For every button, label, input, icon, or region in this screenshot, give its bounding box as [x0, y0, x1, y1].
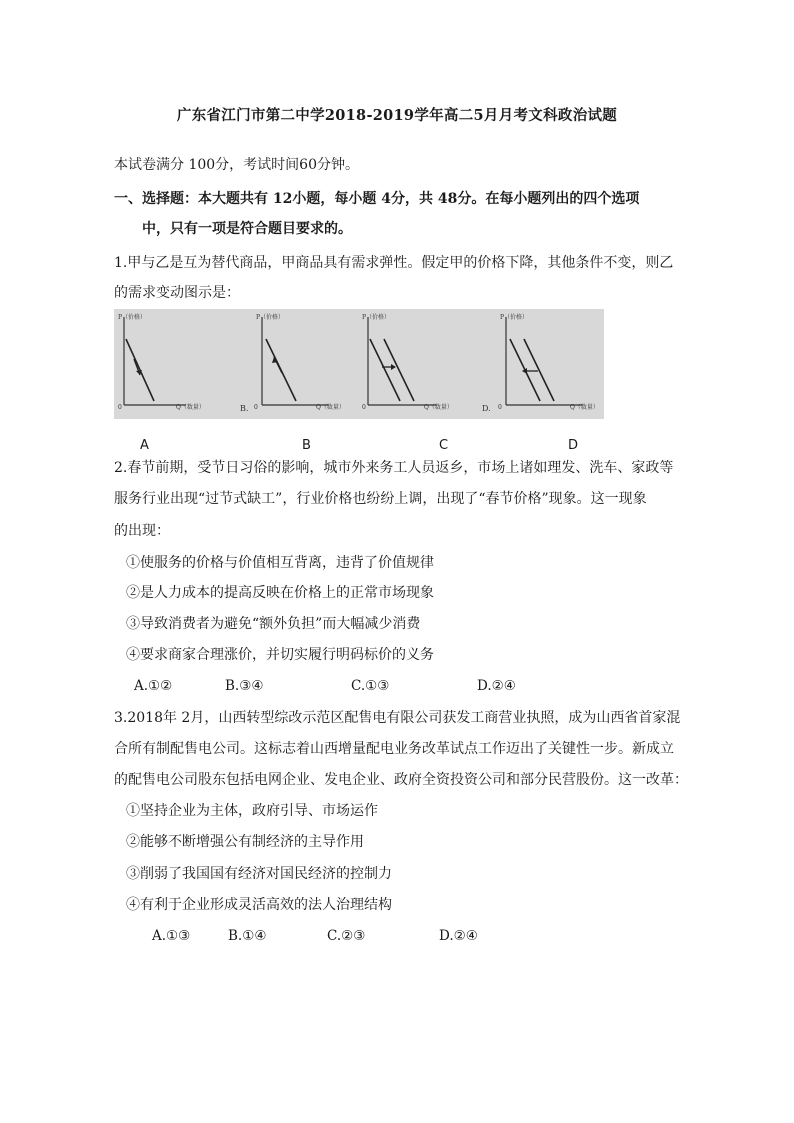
q2-option-d: D.②④ — [477, 678, 516, 694]
q1-line2: 的需求变动图示是： — [114, 285, 240, 301]
q3-option-b: B.①④ — [228, 928, 267, 944]
graph-c-q-axis: Q（数量） — [424, 404, 453, 411]
q3-option-d: D.②④ — [439, 928, 478, 944]
section1-heading-line1: 一、选择题：本大题共有 12小题，每小题 4分，共 48分。在每小题列出的四个选项 — [114, 191, 640, 207]
graph-b-p-axis: P（价格） — [256, 314, 285, 321]
page-title: 广东省江门市第二中学2018-2019学年高二5月月考文科政治试题 — [176, 107, 618, 124]
q2-item-4: ④要求商家合理涨价，并切实履行明码标价的义务 — [126, 647, 434, 663]
q1-graph-d — [482, 309, 604, 419]
q2-option-b: B.③④ — [225, 678, 264, 694]
graph-c-origin: 0 — [362, 404, 366, 411]
q3-item-3: ③削弱了我国国有经济对国民经济的控制力 — [126, 866, 392, 882]
q2-line1: 2.春节前期，受节日习俗的影响，城市外来务工人员返乡，市场上诸如理发、洗车、家政等 — [114, 460, 674, 476]
q1-graph-c — [358, 309, 480, 419]
q1-figure-label-b: B — [302, 438, 311, 453]
q3-line2: 合所有制配售电公司。这标志着山西增量配电业务改革试点工作迈出了关键性一步。新成立 — [114, 741, 674, 757]
q3-item-2: ②能够不断增强公有制经济的主导作用 — [126, 834, 364, 850]
graph-a-q-axis: Q（数量） — [176, 404, 205, 411]
q1-graph-a — [114, 309, 236, 419]
q2-option-c: C.①③ — [351, 678, 390, 694]
graph-b-origin: 0 — [254, 404, 258, 411]
intro-text: 本试卷满分 100分，考试时间60分钟。 — [114, 157, 359, 173]
q2-item-2: ②是人力成本的提高反映在价格上的正常市场现象 — [126, 585, 434, 601]
q1-figure-label-a: A — [140, 438, 149, 453]
q2-line3: 的出现： — [114, 523, 170, 539]
graph-b-inline-label: B. — [240, 404, 249, 413]
q3-line1: 3.2018年 2月，山西转型综改示范区配售电有限公司获发工商营业执照，成为山西省首家混 — [114, 710, 681, 726]
q1-figure-label-d: D — [568, 438, 579, 453]
q3-option-a: A.①③ — [152, 928, 191, 944]
graph-c-p-axis: P（价格） — [362, 314, 391, 321]
graph-a-origin: 0 — [118, 404, 122, 411]
graph-b-q-axis: Q（数量） — [316, 404, 345, 411]
graph-d-q-axis: Q（数量） — [570, 404, 599, 411]
q1-figure-label-c: C — [439, 438, 449, 453]
q3-option-c: C.②③ — [327, 928, 366, 944]
q1-figure-strip — [114, 309, 604, 419]
q3-item-1: ①坚持企业为主体，政府引导、市场运作 — [126, 803, 378, 819]
q2-option-a: A.①② — [134, 678, 173, 694]
section1-heading-line2: 中，只有一项是符合题目要求的。 — [142, 221, 352, 237]
graph-d-p-axis: P（价格） — [500, 314, 529, 321]
graph-d-origin: 0 — [498, 404, 502, 411]
q1-line1: 1.甲与乙是互为替代商品，甲商品具有需求弹性。假定甲的价格下降，其他条件不变，则乙 — [114, 255, 674, 271]
q2-item-3: ③导致消费者为避免“额外负担”而大幅减少消费 — [126, 616, 421, 632]
q1-graph-b — [240, 309, 362, 419]
graph-a-p-axis: P（价格） — [118, 314, 147, 321]
graph-d-inline-label: D. — [482, 404, 491, 413]
q3-item-4: ④有利于企业形成灵活高效的法人治理结构 — [126, 897, 392, 913]
q2-item-1: ①使服务的价格与价值相互背离，违背了价值规律 — [126, 555, 434, 571]
q2-line2: 服务行业出现“过节式缺工”，行业价格也纷纷上调，出现了“春节价格”现象。这一现象 — [114, 491, 647, 507]
q3-line3: 的配售电公司股东包括电网企业、发电企业、政府全资投资公司和部分民营股份。这一改革： — [114, 772, 688, 788]
